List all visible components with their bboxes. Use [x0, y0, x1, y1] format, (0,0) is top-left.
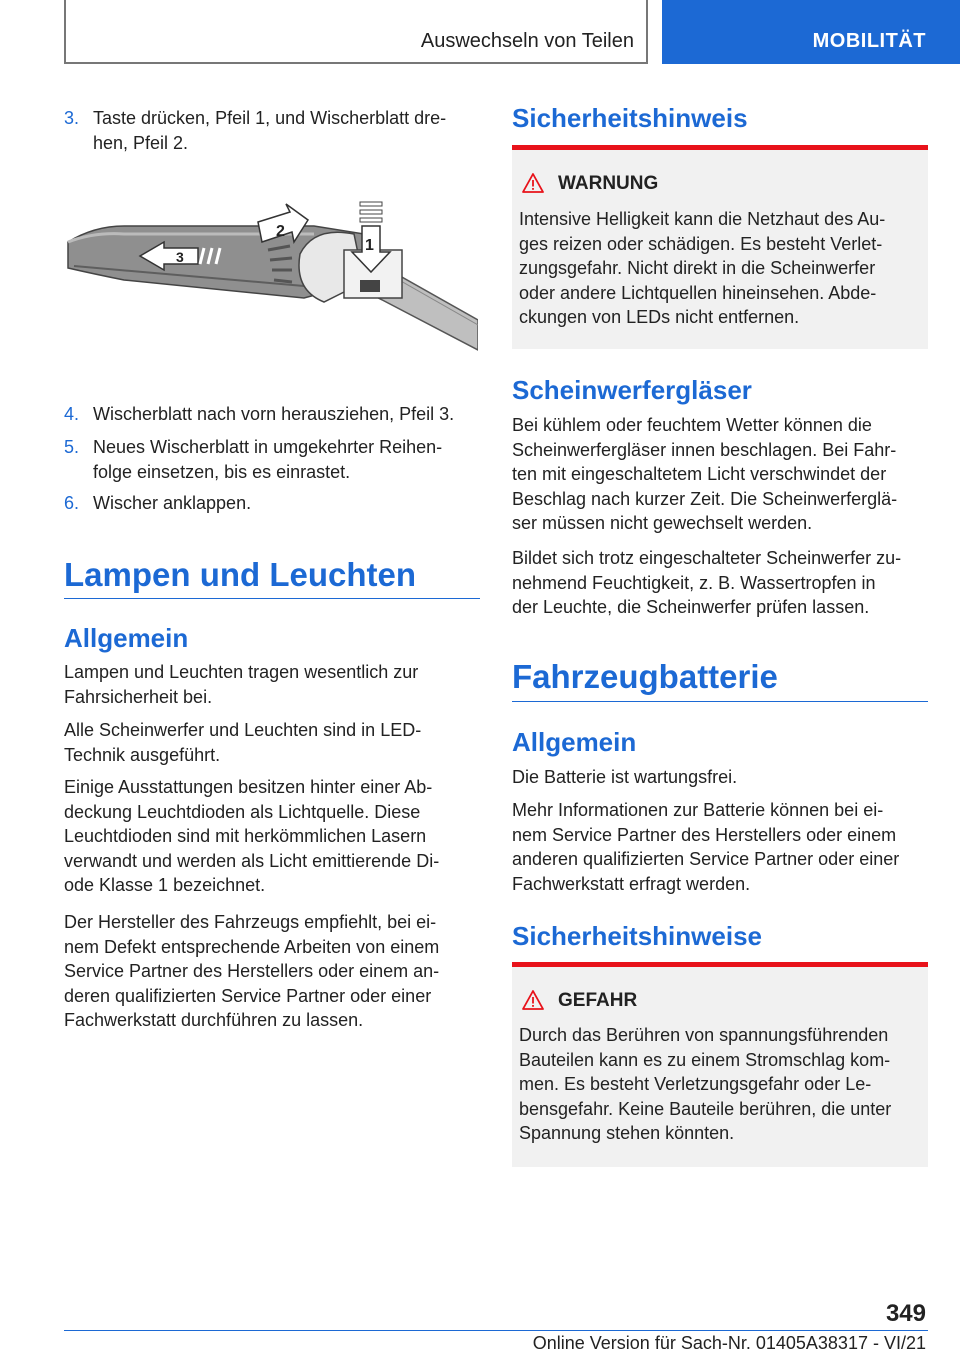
subheading-sicherheitshinweis: Sicherheitshinweis	[512, 103, 748, 133]
subheading-allgemein-batterie: Allgemein	[512, 727, 637, 757]
text-line: Spannung stehen könnten.	[519, 1123, 735, 1143]
heading-fahrzeugbatterie: Fahrzeugbatterie	[512, 658, 778, 695]
footer-rule	[64, 1330, 928, 1331]
warning-triangle-icon	[522, 173, 544, 193]
text-line: zungsgefahr. Nicht direkt in die Scheinwerfer	[519, 258, 876, 278]
text-line: Leuchtdioden sind mit herkömmlichen Lasern	[64, 826, 427, 846]
text-line: Beschlag nach kurzer Zeit. Die Scheinwerferglä‐	[512, 488, 898, 509]
text-line: Technik ausgeführt.	[64, 744, 221, 765]
text-line: ges reizen oder schädigen. Es besteht Verlet‐	[519, 233, 883, 254]
text-line: Bei kühlem oder feuchtem Wetter können die	[512, 415, 872, 435]
step-text: hen, Pfeil 2.	[93, 133, 189, 153]
text-line: Bildet sich trotz eingeschalteter Scheinwerfer zu‐	[512, 548, 902, 568]
text-line: der Leuchte, die Scheinwerfer prüfen lassen.	[512, 597, 870, 617]
heading-rule	[64, 598, 480, 599]
warning-triangle-icon	[522, 990, 544, 1010]
paragraph	[512, 765, 932, 790]
text-line: ckungen von LEDs nicht entfernen.	[519, 307, 800, 327]
header-section-tab	[64, 0, 648, 64]
header-chapter-title: MOBILITÄT	[812, 30, 926, 52]
text-line: Die Batterie ist wartungsfrei.	[512, 767, 738, 787]
text-line: ten mit eingeschaltetem Licht verschwindet der	[512, 464, 887, 484]
wiper-illustration	[64, 190, 478, 360]
danger-bar	[512, 962, 928, 967]
header-section-title: Auswechseln von Teilen	[420, 30, 634, 52]
step-text: folge einsetzen, bis es einrastet.	[93, 462, 351, 482]
warning-bar	[512, 145, 928, 150]
footer-text: Online Version für Sach-Nr. 01405A38317 - VI/21	[532, 1333, 926, 1353]
subheading-allgemein: Allgemein	[64, 623, 189, 653]
arrow-label-3: 3	[176, 249, 184, 265]
arrow-label-1: 1	[365, 237, 374, 254]
danger-text	[519, 1023, 924, 1146]
step-text: Wischer anklappen.	[93, 493, 252, 513]
text-line: anderen qualifizierten Service Partner oder einer	[512, 849, 900, 869]
subheading-sicherheitshinweise: Sicherheitshinweise	[512, 921, 762, 951]
paragraph	[512, 546, 932, 620]
text-line: oder andere Lichtquellen hineinsehen. Abde‐	[519, 282, 877, 303]
text-line: Fachwerkstatt erfragt werden.	[512, 873, 751, 894]
text-line: Scheinwerfergläser innen beschlagen. Bei Fahr‐	[512, 439, 897, 460]
heading-rule	[512, 701, 928, 702]
text-line: Lampen und Leuchten tragen wesentlich zur	[64, 662, 419, 682]
text-line: nem Defekt entsprechende Arbeiten von einem	[64, 936, 440, 957]
warning-title: WARNUNG	[558, 173, 659, 194]
paragraph	[64, 775, 484, 898]
text-line: Der Hersteller des Fahrzeugs empfiehlt, bei ei‐	[64, 912, 437, 932]
step-text: Taste drücken, Pfeil 1, und Wischerblatt dre‐	[93, 108, 447, 128]
step-number: 5.	[64, 437, 80, 457]
text-line: Service Partner des Herstellers oder einem an‐	[64, 961, 440, 981]
heading-lampen: Lampen und Leuchten	[64, 556, 417, 593]
header-chapter-tab	[662, 0, 960, 64]
text-line: Alle Scheinwerfer und Leuchten sind in LED-	[64, 720, 422, 740]
text-line: bensgefahr. Keine Bauteile berühren, die unter	[519, 1098, 892, 1119]
paragraph	[512, 798, 932, 896]
text-line: Mehr Informationen zur Batterie können bei ei‐	[512, 800, 884, 820]
step-number: 3.	[64, 108, 80, 128]
text-line: Durch das Berühren von spannungsführenden	[519, 1025, 889, 1045]
subheading-scheinwerferglaeser: Scheinwerfergläser	[512, 375, 752, 405]
arrow-label-2: 2	[276, 223, 285, 240]
text-line: Bauteilen kann es zu einem Stromschlag kom‐	[519, 1049, 891, 1070]
page-number: 349	[885, 1300, 926, 1327]
step-text: Wischerblatt nach vorn herausziehen, Pfeil 3.	[93, 404, 455, 424]
paragraph	[64, 660, 484, 709]
danger-box	[512, 962, 928, 1167]
warning-text	[519, 207, 924, 330]
text-line: ser müssen nicht gewechselt werden.	[512, 513, 813, 533]
text-line: men. Es besteht Verletzungsgefahr oder Le‐	[519, 1074, 872, 1094]
danger-title: GEFAHR	[558, 990, 638, 1011]
paragraph	[512, 413, 932, 536]
paragraph	[64, 910, 484, 1033]
text-line: deckung Leuchtdioden als Lichtquelle. Diese	[64, 801, 421, 822]
text-line: Fachwerkstatt durchführen zu lassen.	[64, 1010, 364, 1030]
text-line: Einige Ausstattungen besitzen hinter einer Ab‐	[64, 777, 433, 797]
text-line: nem Service Partner des Herstellers oder einem	[512, 824, 897, 845]
text-line: verwandt und werden als Licht emittierende Di‐	[64, 850, 440, 871]
text-line: nehmend Feuchtigkeit, z. B. Wassertropfen in	[512, 572, 876, 593]
step-number: 6.	[64, 493, 80, 513]
step-number: 4.	[64, 404, 80, 424]
text-line: Fahrsicherheit bei.	[64, 686, 213, 707]
paragraph	[64, 718, 484, 767]
text-line: Intensive Helligkeit kann die Netzhaut des Au‐	[519, 209, 886, 229]
text-line: ode Klasse 1 bezeichnet.	[64, 875, 266, 895]
step-text: Neues Wischerblatt in umgekehrter Reihen‐	[93, 437, 443, 457]
warning-box	[512, 145, 928, 349]
text-line: deren qualifizierten Service Partner oder einer	[64, 985, 432, 1006]
